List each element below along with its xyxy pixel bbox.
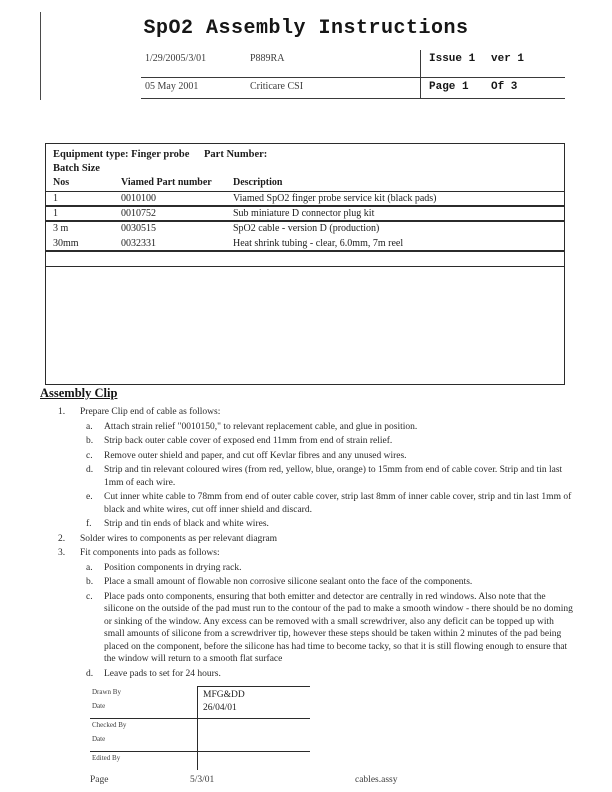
list-subitem-letter: a. [86,421,93,432]
doc-date: 05 May 2001 [145,81,199,92]
list-item-text: Prepare Clip end of cable as follows: [80,407,221,417]
empty-table-row [46,252,564,267]
list-subitem-text: Remove outer shield and paper, and cut off Kevlar fibres and any unused wires. [104,450,407,461]
signoff-row-edited [90,752,310,770]
column-header-part-number: Viamed Part number [121,177,212,188]
list-subitem-letter: e. [86,492,93,502]
signoff-labels [90,752,197,770]
drawn-by-value: MFG&DD [203,690,245,700]
list-subitem-letter: b. [86,577,94,587]
date-label: Date [92,735,106,743]
column-header-nos: Nos [53,177,70,188]
list-item-text: Solder wires to components as per relevant diagram [80,533,278,544]
page-of-label: Of 3 [491,81,518,93]
list-subitem [40,491,575,516]
checked-by-label: Checked By [92,721,127,729]
drawn-by-label: Drawn By [92,688,121,696]
list-subitem-text: Strip back outer cable cover of exposed end 11mm from end of strain relief. [104,436,393,446]
table-row [46,207,564,222]
list-subitem [40,435,575,448]
list-subitem-text: Leave pads to set for 24 hours. [104,668,221,679]
list-subitem-letter: f. [86,519,92,529]
list-subitem [40,562,575,575]
list-subitem-text: Position components in drying rack. [104,562,242,573]
cell-nos: 30mm [53,238,79,249]
list-subitem-letter: c. [86,450,93,461]
list-subitem-text: Attach strain relief "0010150," to relevant replacement cable, and glue in position. [104,421,418,432]
list-subitem-letter: c. [86,591,93,602]
list-subitem-text: Cut inner white cable to 78mm from end of outer cable cover, strip last 8mm of inner cable cover, strip and tin last 1mm of black and white wires, cut off inner shield and discard. [104,492,572,515]
footer-page-label: Page [90,775,109,785]
document-title: SpO2 Assembly Instructions [143,17,469,40]
company-name: Criticare CSI [250,81,304,92]
list-subitem [40,421,575,434]
cell-nos: 1 [53,208,58,219]
signoff-values [197,752,310,770]
cell-nos: 3 m [53,223,69,234]
table-row [46,237,564,252]
list-subitem [40,518,575,531]
list-subitem-letter: d. [86,668,94,679]
signoff-table [90,686,310,770]
table-row [46,192,564,207]
list-subitem [40,450,575,463]
list-item-number: 1. [58,407,66,417]
product-code: P889RA [250,53,285,64]
cell-part-number: 0010752 [121,208,156,219]
header-row [141,50,565,78]
page-number-label: Page 1 [429,81,469,93]
version-label: ver 1 [491,53,525,65]
header-left-cell [141,50,420,77]
issue-label: Issue 1 [429,53,476,65]
cell-description: Viamed SpO2 finger probe service kit (black pads) [233,193,437,204]
header-meta-table [141,50,565,99]
list-subitem [40,464,575,489]
list-subitem-letter: a. [86,562,93,573]
list-item [40,406,575,419]
list-subitem-letter: d. [86,465,94,475]
list-subitem-text: Place a small amount of flowable non corrosive silicone sealant onto the face of the components. [104,577,473,587]
parts-table-title-row [46,144,564,161]
header-right-cell [420,78,565,98]
section-heading: Assembly Clip [40,386,118,400]
drawn-date-value: 26/04/01 [203,703,237,713]
list-subitem [40,668,575,681]
signoff-labels [90,719,197,751]
footer-date: 5/3/01 [190,775,215,785]
signoff-row-drawn [90,686,310,719]
list-subitem [40,576,575,589]
cell-nos: 1 [53,193,58,204]
equipment-type-label: Equipment type: Finger probe [53,149,190,160]
assembly-section [40,386,575,789]
list-item-text: Fit components into pads as follows: [80,548,220,558]
list-subitem-text: Strip and tin ends of black and white wires. [104,519,269,529]
cell-part-number: 0010100 [121,193,156,204]
list-item-number: 2. [58,533,66,544]
list-subitem-letter: b. [86,436,94,446]
parts-table [45,143,565,385]
signoff-row-checked [90,719,310,752]
list-item [40,533,575,546]
cell-part-number: 0032331 [121,238,156,249]
doc-code: 1/29/2005/3/01 [145,53,207,64]
signoff-labels [90,686,197,718]
date-label: Date [92,702,106,710]
list-item-number: 3. [58,548,66,558]
cell-part-number: 0030515 [121,223,156,234]
parts-table-header-row [46,176,564,192]
cell-description: SpO2 cable - version D (production) [233,223,380,234]
cell-description: Heat shrink tubing - clear, 6.0mm, 7m reel [233,238,404,249]
page-footer [40,775,575,789]
list-subitem-text: Place pads onto components, ensuring that both emitter and detector are centrally in red windows. Also note that the silicone on the outside of the pad must run to the contour of the pad to make a smooth window - there should be no doming or sinking of the window. Any excess can be removed with a small screwdriver, also any deficit can be topped up with small amounts of silicone from a screwdriver tip, however these steps should be taken within 2 minutes of the pad being placed on the component, before the silicone has had time to become tacky, so that it is still flowing enough to ensure that the window will return to a smooth flat surface [104,591,573,664]
part-number-label: Part Number: [204,149,268,160]
signoff-values [197,686,310,718]
list-item [40,547,575,560]
list-subitem-text: Strip and tin relevant coloured wires (from red, yellow, blue, orange) to 15mm from end of cable cover. Strip and tin last 1mm of each wire. [104,465,563,488]
footer-filename: cables.assy [355,775,398,785]
edited-by-label: Edited By [92,754,121,762]
batch-size-label: Batch Size [53,163,100,174]
header-left-cell [141,78,420,98]
header-row [141,78,565,99]
table-row [46,222,564,237]
header-right-cell [420,50,565,77]
signoff-values [197,719,310,751]
cell-description: Sub miniature D connector plug kit [233,208,375,219]
column-header-description: Description [233,177,283,188]
list-subitem [40,591,575,666]
